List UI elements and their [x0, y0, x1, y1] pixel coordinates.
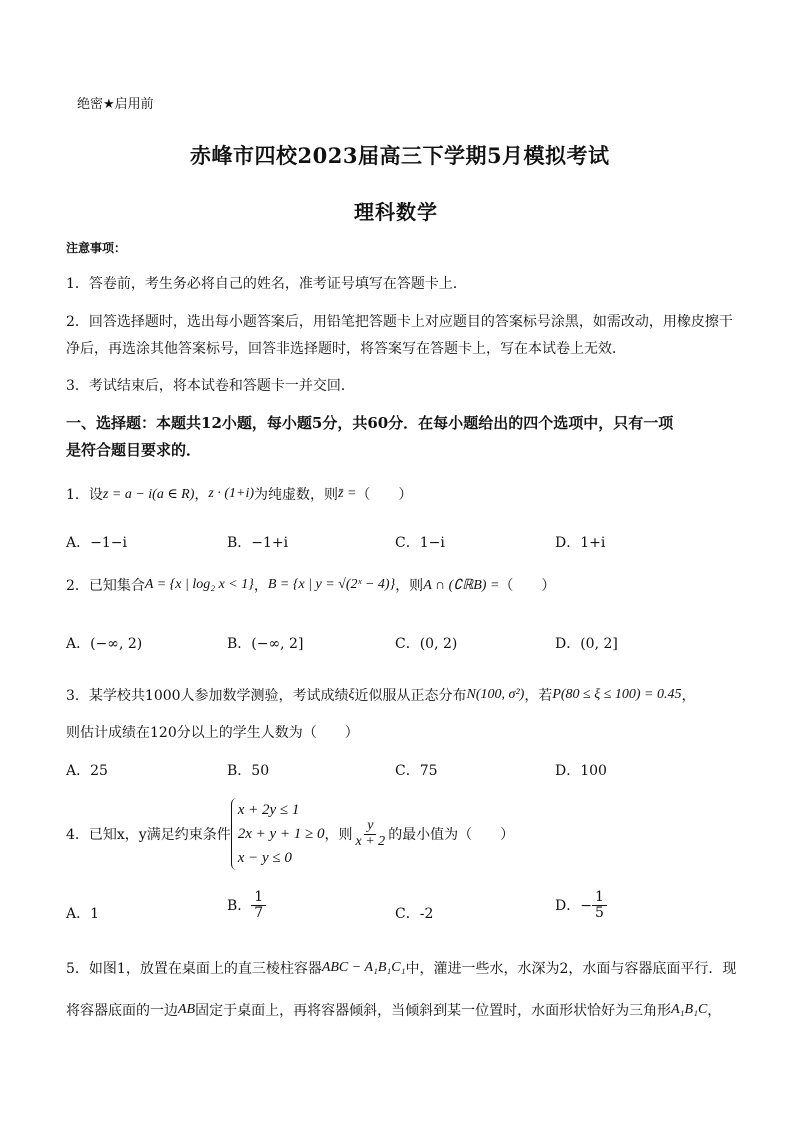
section-heading-line1: 一、选择题：本题共12小题，每小题5分，共60分．在每小题给出的四个选项中，只有一项 [66, 414, 674, 432]
q4-prefix: 4．已知x，y满足约束条件 [66, 827, 231, 843]
q3-option-b: B．50 [227, 763, 270, 779]
q4-option-d-fraction [592, 890, 607, 920]
q2-expr: A ∩ (∁ℝB) = [423, 577, 500, 593]
q3-option-a: A．25 [66, 763, 108, 779]
question-3-line1 [66, 685, 696, 705]
q2-sep: ， [253, 578, 268, 594]
q5-text-d: 固定于桌面上，再将容器倾斜，当倾斜到某一位置时，水面形状恰好为三角形 [195, 1003, 672, 1019]
q3-probability: P(80 ≤ ξ ≤ 100) = 0.45 [552, 687, 682, 702]
q4-constraint-2: 2x + y + 1 ≥ 0 [237, 826, 325, 842]
notice-item-1: 1．答卷前，考生务必将自己的姓名，准考证号填写在答题卡上． [66, 276, 467, 292]
q3-option-d: D．100 [555, 763, 607, 779]
question-2 [66, 575, 555, 595]
q5-text-b: 中，灌进一些水，水深为2，水面与容器底面平行．现 [405, 961, 737, 977]
q1-prefix: 1．设 [66, 487, 103, 503]
section-heading-line2: 是符合题目要求的． [66, 441, 202, 459]
q5-text-a: 5．如图1，放置在桌面上的直三棱柱容器 [66, 961, 322, 977]
q4-option-d [555, 890, 607, 920]
question-3-line2: 则估计成绩在120分以上的学生人数为（ ） [66, 725, 359, 741]
q4-option-c: C．-2 [395, 906, 434, 922]
q3-xi: ξ [348, 687, 355, 702]
q5-triangle: A₁B₁C [671, 1002, 708, 1017]
q1-option-c: C．1−i [395, 535, 445, 551]
exam-subject: 理科数学 [354, 200, 438, 224]
question-1 [66, 484, 412, 504]
q4-option-b-denominator: 7 [254, 904, 264, 921]
q2-mid: ，则 [395, 578, 424, 594]
question-4 [66, 798, 514, 870]
q4-option-b-fraction [251, 890, 266, 920]
q2-option-d: D．(0, 2] [555, 636, 618, 652]
q4-fraction-numerator: y [364, 819, 376, 835]
q1-expr-product: z · (1+i) [208, 486, 255, 501]
q1-sep: ， [194, 487, 209, 503]
q4-option-d-label: D．− [555, 898, 592, 915]
q5-text-c: 将容器底面的一边 [66, 1003, 178, 1019]
q2-set-b: B = {x | y = √(2ˣ − 4)} [267, 577, 396, 592]
q1-expr-conjugate: z̄ = [338, 486, 357, 501]
q4-option-a: A．1 [66, 906, 100, 922]
q4-option-b-numerator: 1 [251, 890, 266, 906]
q2-option-a: A．(−∞, 2) [66, 636, 143, 652]
notice-heading: 注意事项： [66, 241, 127, 255]
q2-option-b: B．(−∞, 2] [227, 636, 304, 652]
q3-text-d: ， [681, 688, 696, 704]
exam-title: 赤峰市四校2023届高三下学期5月模拟考试 [190, 143, 610, 168]
q2-set-a: A = {x | log₂ x < 1} [144, 577, 254, 592]
secret-label: 绝密★启用前 [77, 97, 154, 112]
q1-mid: 为纯虚数，则 [254, 487, 339, 503]
q2-option-c: C．(0, 2) [395, 636, 458, 652]
q5-prism: ABC − A₁B₁C₁ [321, 960, 406, 975]
q3-text-a: 3．某学校共1000人参加数学测验，考试成绩 [66, 688, 349, 704]
question-5-line1 [66, 958, 736, 978]
q4-fraction [353, 819, 389, 849]
q3-distribution: N(100, σ²) [466, 687, 525, 702]
q1-option-d: D．1+i [555, 535, 606, 551]
q1-option-b: B．−1+i [227, 535, 289, 551]
notice-item-2: 2．回答选择题时，选出每小题答案后，用铅笔把答题卡上对应题目的答案标号涂黑，如需改动，用橡皮擦干 [66, 314, 733, 330]
q3-option-c: C．75 [395, 763, 438, 779]
q2-prefix: 2．已知集合 [66, 578, 145, 594]
notice-item-2-cont: 净后，再选涂其他答案标号，回答非选择题时，将答案写在答题卡上，写在本试卷上无效． [66, 341, 626, 357]
question-5-line2 [66, 1000, 721, 1020]
q4-option-b-label: B． [227, 898, 252, 915]
q4-constraint-3: x − y ≤ 0 [237, 850, 292, 866]
q1-option-a: A．−1−i [66, 535, 127, 551]
notice-item-3: 3．考试结束后，将本试卷和答题卡一并交回． [66, 378, 355, 394]
q1-expr-z: z = a − i(a ∈ R) [102, 486, 195, 502]
q5-text-e: ， [707, 1003, 722, 1019]
q4-mid: ，则 [324, 827, 353, 843]
q4-option-d-numerator: 1 [592, 890, 607, 906]
q2-blank: （ ） [499, 578, 556, 594]
q3-text-c: ，若 [524, 688, 553, 704]
q3-text-b: 近似服从正态分布 [354, 688, 467, 704]
q5-edge: AB [178, 1002, 196, 1017]
q4-option-b [227, 890, 266, 920]
q4-fraction-denominator: x + 2 [355, 833, 386, 849]
q1-blank: （ ） [356, 487, 413, 503]
q4-option-d-denominator: 5 [594, 904, 604, 921]
q4-constraint-1: x + 2y ≤ 1 [237, 802, 300, 818]
q4-constraint-system [231, 798, 325, 870]
q4-suffix: 的最小值为（ ） [388, 827, 515, 843]
